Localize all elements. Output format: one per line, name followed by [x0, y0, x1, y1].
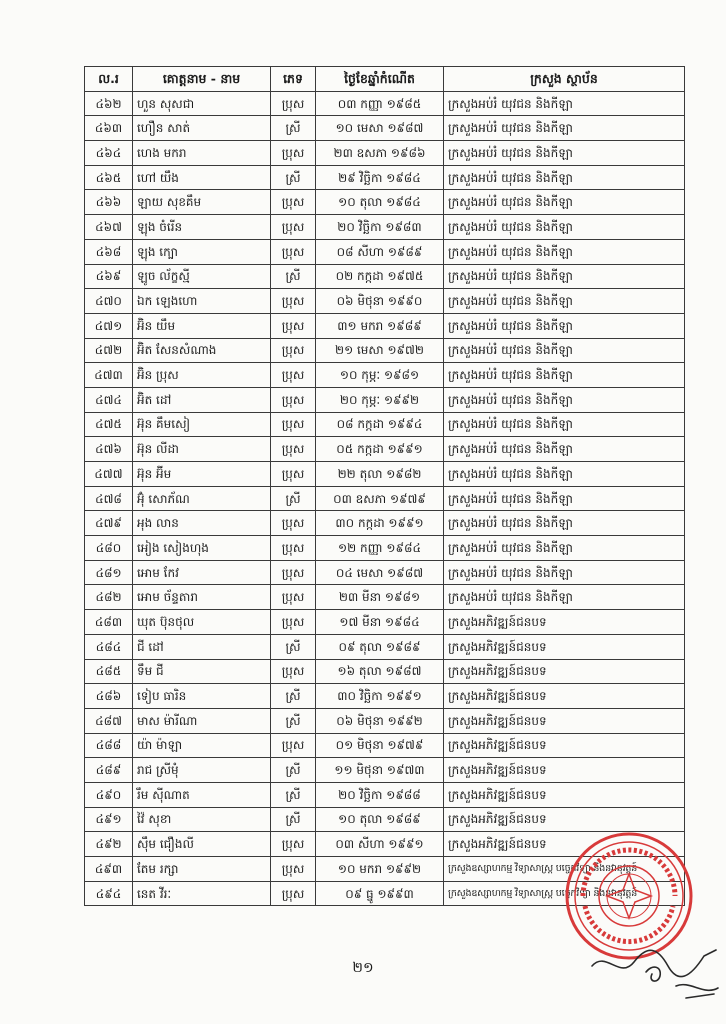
row-ministry: ក្រសួងអប់រំ យុវជន និងកីឡា	[444, 215, 685, 240]
row-number: ៤៧១	[85, 313, 133, 338]
row-ministry: ក្រសួងអប់រំ យុវជន និងកីឡា	[444, 412, 685, 437]
row-ministry: ក្រសួងអប់រំ យុវជន និងកីឡា	[444, 585, 685, 610]
row-date-of-birth: ២៣ មីនា ១៩៨១	[316, 585, 444, 610]
row-name: ទៀប ធារិន	[133, 684, 271, 709]
row-name: អ៊ិត ដៅ	[133, 387, 271, 412]
row-date-of-birth: ១៦ តុលា ១៩៨៧	[316, 659, 444, 684]
row-date-of-birth: ១០ កុម្ភៈ ១៩៨១	[316, 363, 444, 388]
table-row	[85, 165, 685, 190]
row-date-of-birth: ០៥ កក្កដា ១៩៩១	[316, 437, 444, 462]
row-ministry: ក្រសួងអភិវឌ្ឍន៍ជនបទ	[444, 807, 685, 832]
row-number: ៤៧៨	[85, 486, 133, 511]
table-row	[85, 634, 685, 659]
row-date-of-birth: ២១ មេសា ១៩៧២	[316, 338, 444, 363]
table-row	[85, 313, 685, 338]
row-date-of-birth: ០៣ កញ្ញា ១៩៨៥	[316, 91, 444, 116]
row-ministry: ក្រសួងអប់រំ យុវជន និងកីឡា	[444, 462, 685, 487]
row-sex: ស្រី	[271, 165, 316, 190]
row-ministry: ក្រសួងអប់រំ យុវជន និងកីឡា	[444, 338, 685, 363]
table-row	[85, 486, 685, 511]
row-name: ឡុង ចំរើន	[133, 215, 271, 240]
row-name: តែម រក្សា	[133, 857, 271, 882]
row-ministry: ក្រសួងអប់រំ យុវជន និងកីឡា	[444, 560, 685, 585]
row-ministry: ក្រសួងអភិវឌ្ឍន៍ជនបទ	[444, 708, 685, 733]
row-name: ហួន សុសជា	[133, 91, 271, 116]
row-number: ៤៨១	[85, 560, 133, 585]
row-sex: ប្រុស	[271, 610, 316, 635]
table-row	[85, 289, 685, 314]
row-date-of-birth: ១០ មករា ១៩៩២	[316, 857, 444, 882]
row-sex: ប្រុស	[271, 832, 316, 857]
row-ministry: ក្រសួងអប់រំ យុវជន និងកីឡា	[444, 511, 685, 536]
row-date-of-birth: ០៣ សីហា ១៩៩១	[316, 832, 444, 857]
row-name: ហៅ យឹង	[133, 165, 271, 190]
row-number: ៤៨៣	[85, 610, 133, 635]
row-name: មាស ម៉ារីណា	[133, 708, 271, 733]
table-row	[85, 560, 685, 585]
row-number: ៤៧៦	[85, 437, 133, 462]
row-name: ឯក ឡេងហោ	[133, 289, 271, 314]
roster-table	[84, 66, 685, 906]
row-sex: ប្រុស	[271, 289, 316, 314]
row-sex: ប្រុស	[271, 659, 316, 684]
row-ministry: ក្រសួងអប់រំ យុវជន និងកីឡា	[444, 536, 685, 561]
row-name: យ៉ា ម៉ាឡា	[133, 733, 271, 758]
row-number: ៤៧៤	[85, 387, 133, 412]
row-name: អោម ច័ន្ទតារា	[133, 585, 271, 610]
row-number: ៤៧០	[85, 289, 133, 314]
row-name: អ៊ិន យឹម	[133, 313, 271, 338]
row-date-of-birth: ០៣ ឧសភា ១៩៧៩	[316, 486, 444, 511]
row-number: ៤៧២	[85, 338, 133, 363]
row-sex: ប្រុស	[271, 387, 316, 412]
row-ministry: ក្រសួងអភិវឌ្ឍន៍ជនបទ	[444, 758, 685, 783]
row-name: វ៉ៃ សុខា	[133, 807, 271, 832]
table-header-row	[85, 67, 685, 92]
row-date-of-birth: ០៦ មិថុនា ១៩៩២	[316, 708, 444, 733]
row-date-of-birth: ០១ មិថុនា ១៩៧៩	[316, 733, 444, 758]
row-number: ៤៦៤	[85, 141, 133, 166]
row-ministry: ក្រសួងឧស្សាហកម្ម វិទ្យាសាស្ត្រ បច្ចេកវិទ្យា និងនវានុវត្តន៍	[444, 857, 685, 882]
row-ministry: ក្រសួងអប់រំ យុវជន និងកីឡា	[444, 313, 685, 338]
row-number: ៤៨០	[85, 536, 133, 561]
row-number: ៤៦៧	[85, 215, 133, 240]
row-date-of-birth: ១២ កញ្ញា ១៩៨៤	[316, 536, 444, 561]
row-date-of-birth: ០៦ មិថុនា ១៩៩០	[316, 289, 444, 314]
row-number: ៤៩៤	[85, 881, 133, 906]
row-ministry: ក្រសួងអប់រំ យុវជន និងកីឡា	[444, 437, 685, 462]
row-sex: ប្រុស	[271, 313, 316, 338]
row-number: ៤៨៥	[85, 659, 133, 684]
row-sex: ប្រុស	[271, 733, 316, 758]
row-name: ជី ដៅ	[133, 634, 271, 659]
row-date-of-birth: ៣០ វិច្ឆិកា ១៩៩១	[316, 684, 444, 709]
table-row	[85, 585, 685, 610]
row-date-of-birth: ២២ តុលា ១៩៨២	[316, 462, 444, 487]
table-row	[85, 610, 685, 635]
row-sex: ប្រុស	[271, 560, 316, 585]
table-row	[85, 782, 685, 807]
row-ministry: ក្រសួងអភិវឌ្ឍន៍ជនបទ	[444, 733, 685, 758]
table-row	[85, 239, 685, 264]
row-ministry: ក្រសួងអភិវឌ្ឍន៍ជនបទ	[444, 832, 685, 857]
row-number: ៤៨៧	[85, 708, 133, 733]
row-name: ឡុង ក្បោ	[133, 239, 271, 264]
row-ministry: ក្រសួងអប់រំ យុវជន និងកីឡា	[444, 264, 685, 289]
row-number: ៤៧៥	[85, 412, 133, 437]
row-number: ៤៨៨	[85, 733, 133, 758]
row-ministry: ក្រសួងអប់រំ យុវជន និងកីឡា	[444, 289, 685, 314]
row-date-of-birth: ០៩ ធ្នូ ១៩៩៣	[316, 881, 444, 906]
table-row	[85, 264, 685, 289]
row-number: ៤៦៨	[85, 239, 133, 264]
row-ministry: ក្រសួងអប់រំ យុវជន និងកីឡា	[444, 363, 685, 388]
row-date-of-birth: ១០ មេសា ១៩៨៧	[316, 116, 444, 141]
row-number: ៤៧៩	[85, 511, 133, 536]
table-row	[85, 91, 685, 116]
table-row	[85, 758, 685, 783]
row-number: ៤៩៣	[85, 857, 133, 882]
row-sex: ស្រី	[271, 758, 316, 783]
row-date-of-birth: ០៤ មេសា ១៩៨៧	[316, 560, 444, 585]
row-name: ស៊ឹម ជឿងលី	[133, 832, 271, 857]
row-number: ៤៨៦	[85, 684, 133, 709]
row-date-of-birth: ២៩ វិច្ឆិកា ១៩៨៤	[316, 165, 444, 190]
page-number: ២១	[352, 960, 374, 976]
signature-icon	[586, 936, 722, 1008]
row-name: អោម កែវ	[133, 560, 271, 585]
row-number: ៤៦៣	[85, 116, 133, 141]
row-number: ៤៩១	[85, 807, 133, 832]
row-sex: ប្រុស	[271, 91, 316, 116]
header-name: គោត្តនាម - នាម	[133, 67, 271, 92]
row-name: អ៊ុន លីដា	[133, 437, 271, 462]
row-ministry: ក្រសួងអប់រំ យុវជន និងកីឡា	[444, 141, 685, 166]
row-date-of-birth: ២០ វិច្ឆិកា ១៩៨៨	[316, 782, 444, 807]
row-name: រឹម ស៊ីណាត	[133, 782, 271, 807]
row-number: ៤៨៩	[85, 758, 133, 783]
row-date-of-birth: ១០ តុលា ១៩៨៤	[316, 190, 444, 215]
row-sex: ប្រុស	[271, 536, 316, 561]
row-sex: ប្រុស	[271, 215, 316, 240]
row-sex: ស្រី	[271, 708, 316, 733]
row-name: ឡាយ សុខគឹម	[133, 190, 271, 215]
row-sex: ស្រី	[271, 264, 316, 289]
row-sex: ប្រុស	[271, 239, 316, 264]
table-row	[85, 733, 685, 758]
row-date-of-birth: ២៣ ឧសភា ១៩៨៦	[316, 141, 444, 166]
row-number: ៤៦៩	[85, 264, 133, 289]
row-date-of-birth: ៣០ កក្កដា ១៩៩១	[316, 511, 444, 536]
table-row	[85, 190, 685, 215]
row-name: អុង លាន	[133, 511, 271, 536]
row-sex: ស្រី	[271, 782, 316, 807]
table-row	[85, 708, 685, 733]
row-ministry: ក្រសួងអភិវឌ្ឍន៍ជនបទ	[444, 782, 685, 807]
table-row	[85, 807, 685, 832]
row-sex: ប្រុស	[271, 857, 316, 882]
row-sex: ប្រុស	[271, 412, 316, 437]
table-row	[85, 215, 685, 240]
row-ministry: ក្រសួងអភិវឌ្ឍន៍ជនបទ	[444, 684, 685, 709]
row-sex: ប្រុស	[271, 338, 316, 363]
row-date-of-birth: ០៩ តុលា ១៩៨៩	[316, 634, 444, 659]
row-number: ៤៦២	[85, 91, 133, 116]
row-ministry: ក្រសួងអប់រំ យុវជន និងកីឡា	[444, 387, 685, 412]
row-number: ៤៧៧	[85, 462, 133, 487]
header-ministry: ក្រសួង ស្ថាប័ន	[444, 67, 685, 92]
row-date-of-birth: ២០ វិច្ឆិកា ១៩៨៣	[316, 215, 444, 240]
header-number: ល.រ	[85, 67, 133, 92]
row-date-of-birth: ២០ កុម្ភៈ ១៩៩២	[316, 387, 444, 412]
table-row	[85, 462, 685, 487]
row-date-of-birth: ០៨ សីហា ១៩៨៩	[316, 239, 444, 264]
row-date-of-birth: ០២ កក្កដា ១៩៧៥	[316, 264, 444, 289]
table-row	[85, 116, 685, 141]
row-name: អៀង សៀងហុង	[133, 536, 271, 561]
row-number: ៤៩២	[85, 832, 133, 857]
row-date-of-birth: ០៨ កក្កដា ១៩៩៤	[316, 412, 444, 437]
row-ministry: ក្រសួងអប់រំ យុវជន និងកីឡា	[444, 486, 685, 511]
row-ministry: ក្រសួងអប់រំ យុវជន និងកីឡា	[444, 165, 685, 190]
row-name: អ៊ិន ប្រុស	[133, 363, 271, 388]
row-ministry: ក្រសួងអប់រំ យុវជន និងកីឡា	[444, 91, 685, 116]
row-sex: ប្រុស	[271, 363, 316, 388]
row-sex: ប្រុស	[271, 585, 316, 610]
row-number: ៤៧៣	[85, 363, 133, 388]
row-sex: ប្រុស	[271, 141, 316, 166]
row-name: ឃុត ប៊ុនថុល	[133, 610, 271, 635]
row-sex: ប្រុស	[271, 881, 316, 906]
row-name: ហេង មករា	[133, 141, 271, 166]
row-number: ៤៨២	[85, 585, 133, 610]
row-sex: ស្រី	[271, 684, 316, 709]
row-date-of-birth: ១០ តុលា ១៩៨៩	[316, 807, 444, 832]
row-sex: ស្រី	[271, 486, 316, 511]
row-ministry: ក្រសួងអភិវឌ្ឍន៍ជនបទ	[444, 610, 685, 635]
row-name: អ៊ុន គឹមសៀ	[133, 412, 271, 437]
row-number: ៤៦៦	[85, 190, 133, 215]
row-sex: ស្រី	[271, 634, 316, 659]
row-ministry: ក្រសួងអប់រំ យុវជន និងកីឡា	[444, 239, 685, 264]
row-name: អ៊ិត សែនសំណាង	[133, 338, 271, 363]
table-row	[85, 659, 685, 684]
row-name: នេត វីរៈ	[133, 881, 271, 906]
table-row	[85, 338, 685, 363]
row-ministry: ក្រសួងអប់រំ យុវជន និងកីឡា	[444, 190, 685, 215]
row-date-of-birth: ៣១ មករា ១៩៨៩	[316, 313, 444, 338]
row-sex: ប្រុស	[271, 437, 316, 462]
row-ministry: ក្រសួងអភិវឌ្ឍន៍ជនបទ	[444, 634, 685, 659]
row-date-of-birth: ១៧ មីនា ១៩៨៤	[316, 610, 444, 635]
row-name: រាជ ស្រីមុំ	[133, 758, 271, 783]
row-name: អ៊ុំ សោភ័ណ	[133, 486, 271, 511]
row-sex: ប្រុស	[271, 462, 316, 487]
table-row	[85, 437, 685, 462]
table-row	[85, 684, 685, 709]
row-sex: ប្រុស	[271, 511, 316, 536]
header-sex: ភេទ	[271, 67, 316, 92]
row-date-of-birth: ១១ មិថុនា ១៩៧៣	[316, 758, 444, 783]
row-number: ៤៨៤	[85, 634, 133, 659]
table-row	[85, 536, 685, 561]
table-row	[85, 387, 685, 412]
row-name: អ៊ុន អ៊ីម	[133, 462, 271, 487]
row-name: ហឿន សាត់	[133, 116, 271, 141]
row-sex: ប្រុស	[271, 190, 316, 215]
row-number: ៤៩០	[85, 782, 133, 807]
table-row	[85, 141, 685, 166]
row-number: ៤៦៥	[85, 165, 133, 190]
row-sex: ស្រី	[271, 116, 316, 141]
row-name: ឡូច ល័ក្ខស្មី	[133, 264, 271, 289]
row-ministry: ក្រសួងអប់រំ យុវជន និងកីឡា	[444, 116, 685, 141]
row-name: ទឹម ជី	[133, 659, 271, 684]
row-sex: ស្រី	[271, 807, 316, 832]
header-date-of-birth: ថ្ងៃខែឆ្នាំកំណើត	[316, 67, 444, 92]
table-row	[85, 511, 685, 536]
row-ministry: ក្រសួងអភិវឌ្ឍន៍ជនបទ	[444, 659, 685, 684]
table-row	[85, 412, 685, 437]
table-row	[85, 363, 685, 388]
row-ministry: ក្រសួងឧស្សាហកម្ម វិទ្យាសាស្ត្រ បច្ចេកវិទ្យា និងនវានុវត្តន៍	[444, 881, 685, 906]
